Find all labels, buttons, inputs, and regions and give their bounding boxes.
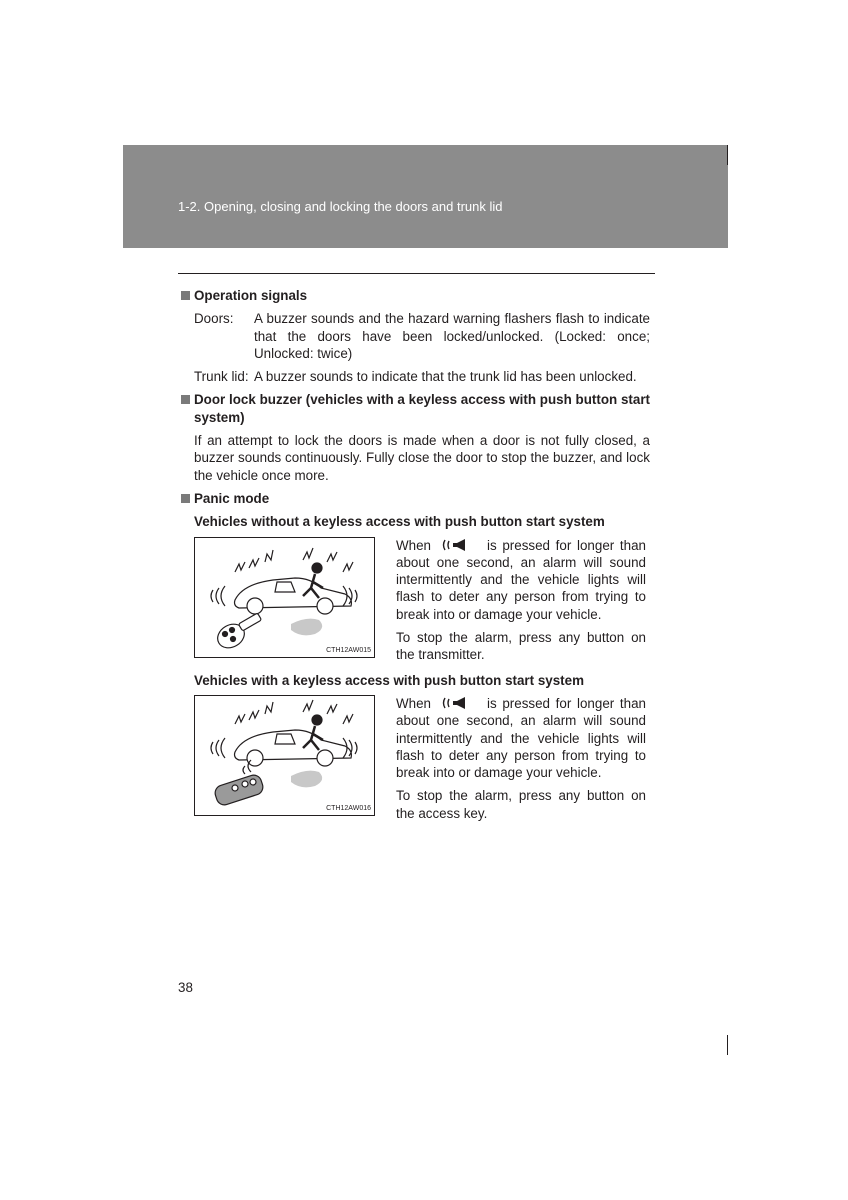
def-row-doors bbox=[194, 310, 650, 362]
heading-text: Door lock buzzer (vehicles with a keyless access with push button start system) bbox=[194, 392, 650, 425]
panic-illustration-icon bbox=[195, 538, 376, 659]
heading-panic-mode bbox=[178, 490, 650, 507]
def-desc: A buzzer sounds to indicate that the trunk lid has been unlocked. bbox=[254, 369, 637, 385]
def-term: Doors: bbox=[194, 311, 234, 327]
panic-instruction bbox=[396, 695, 646, 781]
heading-text: Panic mode bbox=[194, 490, 270, 506]
def-row-trunk bbox=[194, 368, 650, 385]
when-text: When bbox=[396, 537, 431, 553]
square-bullet-icon bbox=[181, 494, 190, 503]
panic-instruction bbox=[396, 537, 646, 623]
operation-signals-list bbox=[178, 310, 650, 385]
instruction-text: is pressed for longer than about one second, an alarm will sound intermittently and the vehicle lights will flash to deter any person from trying to break into or damage your vehicle. bbox=[396, 537, 646, 622]
figure-code: CTH12AW015 bbox=[326, 646, 371, 654]
panic-button-icon bbox=[441, 696, 475, 710]
stop-alarm-text: To stop the alarm, press any button on the transmitter. bbox=[396, 630, 646, 663]
figure-text-with-keyless bbox=[396, 695, 646, 822]
figure-panic-access-key bbox=[194, 695, 375, 816]
page-number: 38 bbox=[178, 980, 193, 995]
crop-mark-bottom bbox=[727, 1035, 728, 1055]
header-rule bbox=[178, 273, 655, 274]
section-title: 1-2. Opening, closing and locking the doors and trunk lid bbox=[178, 199, 503, 214]
panic-button-icon bbox=[441, 538, 475, 552]
panic-illustration-icon bbox=[195, 696, 376, 817]
square-bullet-icon bbox=[181, 291, 190, 300]
figure-block-without-keyless bbox=[178, 537, 650, 664]
square-bullet-icon bbox=[181, 395, 190, 404]
figure-block-with-keyless bbox=[178, 695, 650, 822]
subheading-without-keyless: Vehicles without a keyless access with push button start system bbox=[194, 514, 605, 530]
when-text: When bbox=[396, 695, 431, 711]
heading-door-lock-buzzer bbox=[178, 391, 650, 426]
figure-code: CTH12AW016 bbox=[326, 804, 371, 812]
heading-operation-signals bbox=[178, 287, 650, 304]
figure-text-without-keyless bbox=[396, 537, 646, 664]
crop-mark-top bbox=[727, 145, 728, 165]
page-content bbox=[178, 287, 650, 822]
instruction-text: is pressed for longer than about one second, an alarm will sound intermittently and the vehicle lights will flash to deter any person from trying to break into or damage your vehicle. bbox=[396, 695, 646, 781]
door-lock-buzzer-body: If an attempt to lock the doors is made when a door is not fully closed, a buzzer sounds continuously. Fully close the door to stop the buzzer, and lock the vehicle once more. bbox=[194, 433, 650, 483]
stop-alarm-text: To stop the alarm, press any button on the access key. bbox=[396, 788, 646, 821]
def-term: Trunk lid: bbox=[194, 369, 249, 385]
def-desc: A buzzer sounds and the hazard warning flashers flash to indicate that the doors have been locked/unlocked. (Locked: once; Unlocked: twice) bbox=[254, 311, 650, 361]
figure-panic-transmitter bbox=[194, 537, 375, 658]
subheading-with-keyless: Vehicles with a keyless access with push button start system bbox=[194, 672, 584, 688]
header-band bbox=[123, 145, 728, 248]
heading-text: Operation signals bbox=[194, 288, 308, 303]
